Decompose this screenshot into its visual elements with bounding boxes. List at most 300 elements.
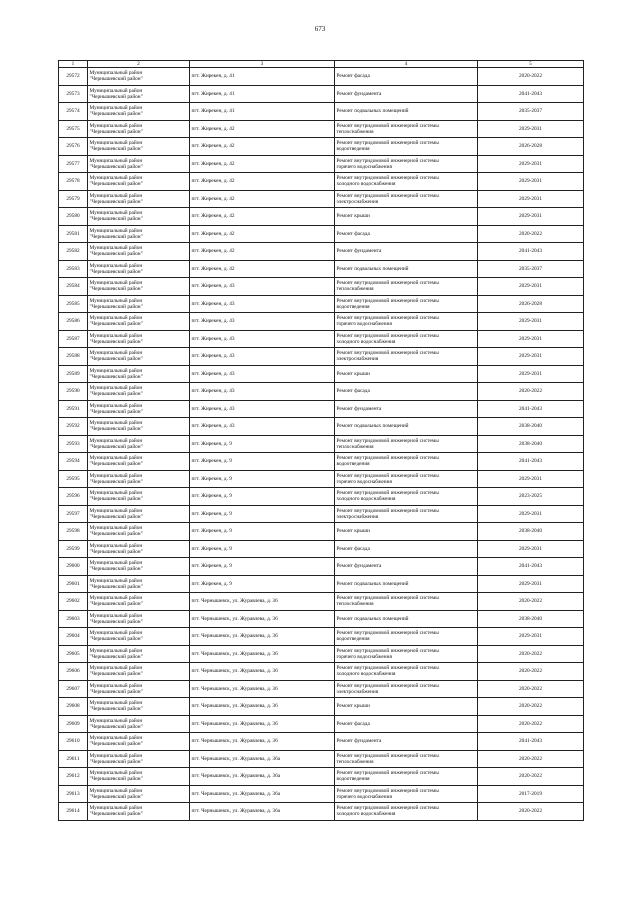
work-type-line: горячего водоснабжения: [336, 321, 392, 328]
work-type-cell: [335, 768, 478, 786]
table-row: [59, 365, 584, 383]
table-row: [59, 575, 584, 593]
municipality-cell: [88, 680, 190, 698]
table-row: [59, 330, 584, 348]
row-number-cell: 29595: [59, 470, 88, 488]
table-row: [59, 173, 584, 191]
row-number-cell: 29604: [59, 628, 88, 646]
row-number-cell: 29572: [59, 68, 88, 86]
table-row: [59, 750, 584, 768]
work-type-line: Ремонт внутридомовой инженерной системы: [336, 770, 439, 777]
term-cell: 2020-2022: [478, 68, 584, 86]
municipality-line: "Чернышевский район": [89, 443, 143, 450]
row-number-cell: 29579: [59, 190, 88, 208]
municipality-line: "Чернышевский район": [89, 216, 143, 223]
row-number-cell: 29577: [59, 155, 88, 173]
work-type-line: Ремонт фасада: [336, 545, 370, 552]
term-cell: 2020-2022: [478, 698, 584, 716]
row-number-cell: 29591: [59, 400, 88, 418]
municipality-line: "Чернышевский район": [89, 758, 143, 765]
work-type-line: Ремонт фасада: [336, 230, 370, 237]
table-row: [59, 733, 584, 751]
row-number-cell: 29609: [59, 715, 88, 733]
row-number-cell: 29593: [59, 435, 88, 453]
header-col-1: 1: [59, 61, 88, 68]
row-number-cell: 29602: [59, 593, 88, 611]
municipality-line: Муниципальный район: [89, 140, 143, 147]
municipality-line: Муниципальный район: [89, 455, 143, 462]
municipality-line: Муниципальный район: [89, 262, 143, 269]
municipality-cell: [88, 155, 190, 173]
municipality-line: "Чернышевский район": [89, 146, 143, 153]
municipality-cell: [88, 190, 190, 208]
municipality-line: "Чернышевский район": [89, 461, 143, 468]
work-type-line: Ремонт внутридомовой инженерной системы: [336, 350, 439, 357]
municipality-line: "Чернышевский район": [89, 198, 143, 205]
municipality-line: "Чернышевский район": [89, 408, 143, 415]
municipality-line: "Чернышевский район": [89, 496, 143, 503]
municipality-line: Муниципальный район: [89, 595, 143, 602]
work-type-cell: [335, 610, 478, 628]
work-type-line: Ремонт фундамента: [336, 248, 382, 255]
work-type-line: Ремонт подвальных помещений: [336, 615, 409, 622]
table-body: [59, 68, 584, 821]
municipality-line: "Чернышевский район": [89, 373, 143, 380]
address-cell: пгт. Жирекен, д. 42: [190, 173, 335, 191]
row-number-cell: 29574: [59, 103, 88, 121]
work-type-line: электроснабжения: [336, 688, 379, 695]
municipality-line: "Чернышевский район": [89, 128, 143, 135]
term-cell: 2035-2037: [478, 260, 584, 278]
work-type-line: горячего водоснабжения: [336, 653, 392, 660]
address-cell: пгт. Чернышевск, ул. Журавлева, д. 36а: [190, 803, 335, 821]
municipality-line: "Чернышевский район": [89, 688, 143, 695]
work-type-cell: [335, 120, 478, 138]
term-cell: 2020-2022: [478, 225, 584, 243]
term-cell: 2038-2040: [478, 435, 584, 453]
row-number-cell: 29601: [59, 575, 88, 593]
table-row: [59, 103, 584, 121]
municipality-cell: [88, 750, 190, 768]
table-row: [59, 663, 584, 681]
municipality-line: "Чернышевский район": [89, 566, 143, 573]
municipality-line: "Чернышевский район": [89, 233, 143, 240]
municipality-cell: [88, 243, 190, 261]
municipality-line: "Чернышевский район": [89, 338, 143, 345]
address-cell: пгт. Жирекен, д. 42: [190, 260, 335, 278]
work-type-line: Ремонт внутридомовой инженерной системы: [336, 472, 439, 479]
address-cell: пгт. Жирекен, д. 43: [190, 313, 335, 331]
work-type-cell: [335, 85, 478, 103]
work-type-cell: [335, 505, 478, 523]
work-type-cell: [335, 593, 478, 611]
municipality-cell: [88, 313, 190, 331]
term-cell: 2029-2031: [478, 540, 584, 558]
term-cell: 2029-2031: [478, 278, 584, 296]
term-cell: 2020-2022: [478, 750, 584, 768]
address-cell: пгт. Чернышевск, ул. Журавлева, д. 36: [190, 663, 335, 681]
term-cell: 2020-2022: [478, 768, 584, 786]
municipality-line: "Чернышевский район": [89, 723, 143, 730]
term-cell: 2041-2043: [478, 733, 584, 751]
work-type-cell: [335, 348, 478, 366]
table-row: [59, 435, 584, 453]
row-number-cell: 29613: [59, 785, 88, 803]
work-type-line: Ремонт фасада: [336, 73, 370, 80]
address-cell: пгт. Жирекен, д. 41: [190, 68, 335, 86]
address-cell: пгт. Жирекен, д. 42: [190, 243, 335, 261]
work-type-cell: [335, 418, 478, 436]
work-type-line: Ремонт подвальных помещений: [336, 580, 409, 587]
term-cell: 2020-2022: [478, 803, 584, 821]
municipality-line: "Чернышевский район": [89, 111, 143, 118]
table-header: [59, 61, 584, 68]
term-cell: 2038-2040: [478, 418, 584, 436]
work-type-cell: [335, 103, 478, 121]
municipality-line: "Чернышевский район": [89, 391, 143, 398]
row-number-cell: 29581: [59, 225, 88, 243]
work-type-line: электроснабжения: [336, 198, 379, 205]
work-type-line: Ремонт подвальных помещений: [336, 423, 409, 430]
work-type-line: теплоснабжения: [336, 128, 374, 135]
term-cell: 2029-2031: [478, 348, 584, 366]
term-cell: 2029-2031: [478, 120, 584, 138]
municipality-cell: [88, 698, 190, 716]
work-type-line: Ремонт внутридомовой инженерной системы: [336, 595, 439, 602]
table-row: [59, 785, 584, 803]
work-type-cell: [335, 540, 478, 558]
work-type-cell: [335, 295, 478, 313]
work-type-cell: [335, 435, 478, 453]
work-type-cell: [335, 733, 478, 751]
repair-schedule-table: [58, 60, 584, 821]
table-row: [59, 383, 584, 401]
municipality-line: Муниципальный район: [89, 70, 143, 77]
municipality-cell: [88, 488, 190, 506]
municipality-line: Муниципальный район: [89, 332, 143, 339]
work-type-cell: [335, 68, 478, 86]
work-type-line: Ремонт внутридомовой инженерной системы: [336, 682, 439, 689]
municipality-line: Муниципальный район: [89, 665, 143, 672]
term-cell: 2038-2040: [478, 523, 584, 541]
address-cell: пгт. Жирекен, д. 9: [190, 505, 335, 523]
municipality-line: Муниципальный район: [89, 525, 143, 532]
municipality-line: Муниципальный район: [89, 210, 143, 217]
work-type-line: холодного водоснабжения: [336, 496, 396, 503]
table-row: [59, 645, 584, 663]
work-type-line: Ремонт подвальных помещений: [336, 265, 409, 272]
address-cell: пгт. Жирекен, д. 42: [190, 155, 335, 173]
term-cell: 2020-2022: [478, 593, 584, 611]
work-type-cell: [335, 313, 478, 331]
row-number-cell: 29576: [59, 138, 88, 156]
municipality-cell: [88, 768, 190, 786]
term-cell: 2020-2022: [478, 680, 584, 698]
row-number-cell: 29605: [59, 645, 88, 663]
address-cell: пгт. Жирекен, д. 43: [190, 278, 335, 296]
municipality-line: Муниципальный район: [89, 315, 143, 322]
row-number-cell: 29590: [59, 383, 88, 401]
municipality-line: "Чернышевский район": [89, 583, 143, 590]
municipality-cell: [88, 663, 190, 681]
work-type-line: Ремонт фундамента: [336, 90, 382, 97]
work-type-line: электроснабжения: [336, 513, 379, 520]
address-cell: пгт. Жирекен, д. 42: [190, 190, 335, 208]
municipality-line: Муниципальный район: [89, 542, 143, 549]
municipality-line: "Чернышевский район": [89, 653, 143, 660]
work-type-cell: [335, 645, 478, 663]
municipality-line: Муниципальный район: [89, 805, 143, 812]
municipality-cell: [88, 558, 190, 576]
work-type-line: Ремонт внутридомовой инженерной системы: [336, 332, 439, 339]
work-type-cell: [335, 173, 478, 191]
municipality-line: Муниципальный район: [89, 122, 143, 129]
header-col-3: 3: [190, 61, 335, 68]
work-type-line: Ремонт внутридомовой инженерной системы: [336, 630, 439, 637]
header-col-5: 5: [478, 61, 584, 68]
municipality-line: Муниципальный район: [89, 507, 143, 514]
term-cell: 2029-2031: [478, 155, 584, 173]
table-row: [59, 505, 584, 523]
address-cell: пгт. Чернышевск, ул. Журавлева, д. 36а: [190, 785, 335, 803]
municipality-line: Муниципальный район: [89, 717, 143, 724]
table-row: [59, 523, 584, 541]
municipality-line: Муниципальный район: [89, 297, 143, 304]
work-type-line: Ремонт внутридомовой инженерной системы: [336, 175, 439, 182]
municipality-cell: [88, 593, 190, 611]
table-row: [59, 418, 584, 436]
municipality-line: Муниципальный район: [89, 577, 143, 584]
row-number-cell: 29578: [59, 173, 88, 191]
municipality-cell: [88, 505, 190, 523]
work-type-cell: [335, 155, 478, 173]
municipality-line: Муниципальный район: [89, 367, 143, 374]
row-number-cell: 29610: [59, 733, 88, 751]
work-type-line: Ремонт внутридомовой инженерной системы: [336, 805, 439, 812]
work-type-line: горячего водоснабжения: [336, 793, 392, 800]
municipality-cell: [88, 295, 190, 313]
municipality-cell: [88, 383, 190, 401]
work-type-cell: [335, 243, 478, 261]
header-col-4: 4: [335, 61, 478, 68]
municipality-cell: [88, 575, 190, 593]
municipality-cell: [88, 645, 190, 663]
term-cell: 2041-2043: [478, 558, 584, 576]
municipality-cell: [88, 785, 190, 803]
work-type-line: Ремонт фасада: [336, 720, 370, 727]
address-cell: пгт. Жирекен, д. 43: [190, 330, 335, 348]
term-cell: 2029-2031: [478, 190, 584, 208]
term-cell: 2020-2022: [478, 663, 584, 681]
municipality-line: Муниципальный район: [89, 647, 143, 654]
term-cell: 2041-2043: [478, 400, 584, 418]
address-cell: пгт. Жирекен, д. 41: [190, 85, 335, 103]
row-number-cell: 29603: [59, 610, 88, 628]
work-type-cell: [335, 680, 478, 698]
work-type-line: Ремонт крыши: [336, 213, 370, 220]
municipality-cell: [88, 278, 190, 296]
municipality-line: Муниципальный район: [89, 612, 143, 619]
municipality-line: "Чернышевский район": [89, 671, 143, 678]
municipality-cell: [88, 225, 190, 243]
address-cell: пгт. Жирекен, д. 9: [190, 575, 335, 593]
work-type-line: холодного водоснабжения: [336, 338, 396, 345]
address-cell: пгт. Чернышевск, ул. Журавлева, д. 36: [190, 733, 335, 751]
row-number-cell: 29592: [59, 418, 88, 436]
table-row: [59, 558, 584, 576]
row-number-cell: 29600: [59, 558, 88, 576]
municipality-cell: [88, 803, 190, 821]
municipality-line: "Чернышевский район": [89, 268, 143, 275]
municipality-line: Муниципальный район: [89, 402, 143, 409]
address-cell: пгт. Жирекен, д. 43: [190, 365, 335, 383]
table-row: [59, 155, 584, 173]
term-cell: 2029-2031: [478, 365, 584, 383]
work-type-line: теплоснабжения: [336, 443, 374, 450]
municipality-line: Муниципальный район: [89, 735, 143, 742]
municipality-line: Муниципальный район: [89, 175, 143, 182]
table-row: [59, 698, 584, 716]
work-type-cell: [335, 750, 478, 768]
row-number-cell: 29597: [59, 505, 88, 523]
table-row: [59, 453, 584, 471]
term-cell: 2029-2031: [478, 575, 584, 593]
municipality-cell: [88, 260, 190, 278]
work-type-line: Ремонт внутридомовой инженерной системы: [336, 752, 439, 759]
table-row: [59, 85, 584, 103]
table-row: [59, 225, 584, 243]
term-cell: 2038-2040: [478, 610, 584, 628]
term-cell: 2020-2022: [478, 645, 584, 663]
table-row: [59, 470, 584, 488]
work-type-line: Ремонт внутридомовой инженерной системы: [336, 507, 439, 514]
term-cell: 2023-2025: [478, 488, 584, 506]
work-type-line: Ремонт внутридомовой инженерной системы: [336, 490, 439, 497]
work-type-line: холодного водоснабжения: [336, 671, 396, 678]
row-number-cell: 29589: [59, 365, 88, 383]
row-number-cell: 29608: [59, 698, 88, 716]
table-row: [59, 803, 584, 821]
table-row: [59, 260, 584, 278]
term-cell: 2041-2043: [478, 85, 584, 103]
work-type-line: Ремонт фундамента: [336, 405, 382, 412]
term-cell: 2029-2031: [478, 173, 584, 191]
table-row: [59, 610, 584, 628]
municipality-line: "Чернышевский район": [89, 793, 143, 800]
term-cell: 2020-2022: [478, 715, 584, 733]
row-number-cell: 29614: [59, 803, 88, 821]
work-type-line: Ремонт внутридомовой инженерной системы: [336, 140, 439, 147]
work-type-cell: [335, 278, 478, 296]
table-row: [59, 295, 584, 313]
work-type-line: Ремонт внутридомовой инженерной системы: [336, 787, 439, 794]
table-row: [59, 313, 584, 331]
municipality-cell: [88, 715, 190, 733]
work-type-line: Ремонт внутридомовой инженерной системы: [336, 157, 439, 164]
municipality-line: Муниципальный район: [89, 87, 143, 94]
work-type-cell: [335, 365, 478, 383]
municipality-line: "Чернышевский район": [89, 286, 143, 293]
row-number-cell: 29586: [59, 313, 88, 331]
row-number-cell: 29583: [59, 260, 88, 278]
table-row: [59, 488, 584, 506]
term-cell: 2029-2031: [478, 208, 584, 226]
municipality-line: Муниципальный район: [89, 472, 143, 479]
table-row: [59, 190, 584, 208]
work-type-line: горячего водоснабжения: [336, 163, 392, 170]
work-type-line: Ремонт внутридомовой инженерной системы: [336, 122, 439, 129]
work-type-cell: [335, 575, 478, 593]
address-cell: пгт. Жирекен, д. 42: [190, 208, 335, 226]
table-row: [59, 138, 584, 156]
work-type-line: Ремонт фасада: [336, 388, 370, 395]
work-type-cell: [335, 383, 478, 401]
municipality-line: Муниципальный район: [89, 490, 143, 497]
municipality-line: "Чернышевский район": [89, 636, 143, 643]
work-type-cell: [335, 208, 478, 226]
term-cell: 2029-2031: [478, 628, 584, 646]
municipality-line: "Чернышевский район": [89, 76, 143, 83]
table-row: [59, 680, 584, 698]
work-type-cell: [335, 400, 478, 418]
municipality-cell: [88, 68, 190, 86]
row-number-cell: 29598: [59, 523, 88, 541]
address-cell: пгт. Жирекен, д. 9: [190, 540, 335, 558]
municipality-line: "Чернышевский район": [89, 618, 143, 625]
work-type-line: водоотведения: [336, 636, 370, 643]
work-type-cell: [335, 523, 478, 541]
table-row: [59, 208, 584, 226]
work-type-line: Ремонт фундамента: [336, 738, 382, 745]
municipality-line: Муниципальный район: [89, 350, 143, 357]
municipality-cell: [88, 120, 190, 138]
work-type-line: теплоснабжения: [336, 758, 374, 765]
work-type-cell: [335, 663, 478, 681]
address-cell: пгт. Жирекен, д. 9: [190, 435, 335, 453]
term-cell: 2035-2037: [478, 103, 584, 121]
term-cell: 2029-2031: [478, 505, 584, 523]
work-type-line: водоотведения: [336, 461, 370, 468]
address-cell: пгт. Жирекен, д. 43: [190, 295, 335, 313]
row-number-cell: 29580: [59, 208, 88, 226]
municipality-cell: [88, 435, 190, 453]
work-type-cell: [335, 470, 478, 488]
work-type-cell: [335, 260, 478, 278]
address-cell: пгт. Жирекен, д. 41: [190, 103, 335, 121]
address-cell: пгт. Чернышевск, ул. Журавлева, д. 36: [190, 593, 335, 611]
municipality-line: "Чернышевский район": [89, 706, 143, 713]
address-cell: пгт. Чернышевск, ул. Журавлева, д. 36: [190, 645, 335, 663]
address-cell: пгт. Жирекен, д. 9: [190, 488, 335, 506]
municipality-cell: [88, 85, 190, 103]
work-type-cell: [335, 190, 478, 208]
address-cell: пгт. Жирекен, д. 9: [190, 523, 335, 541]
table-row: [59, 540, 584, 558]
municipality-line: "Чернышевский район": [89, 426, 143, 433]
table-row: [59, 68, 584, 86]
work-type-line: водоотведения: [336, 146, 370, 153]
work-type-line: Ремонт внутридомовой инженерной системы: [336, 280, 439, 287]
municipality-line: "Чернышевский район": [89, 181, 143, 188]
address-cell: пгт. Жирекен, д. 42: [190, 120, 335, 138]
work-type-line: Ремонт крыши: [336, 370, 370, 377]
work-type-cell: [335, 803, 478, 821]
work-type-line: Ремонт внутридомовой инженерной системы: [336, 665, 439, 672]
row-number-cell: 29596: [59, 488, 88, 506]
row-number-cell: 29599: [59, 540, 88, 558]
work-type-line: Ремонт внутридомовой инженерной системы: [336, 315, 439, 322]
municipality-line: Муниципальный район: [89, 245, 143, 252]
